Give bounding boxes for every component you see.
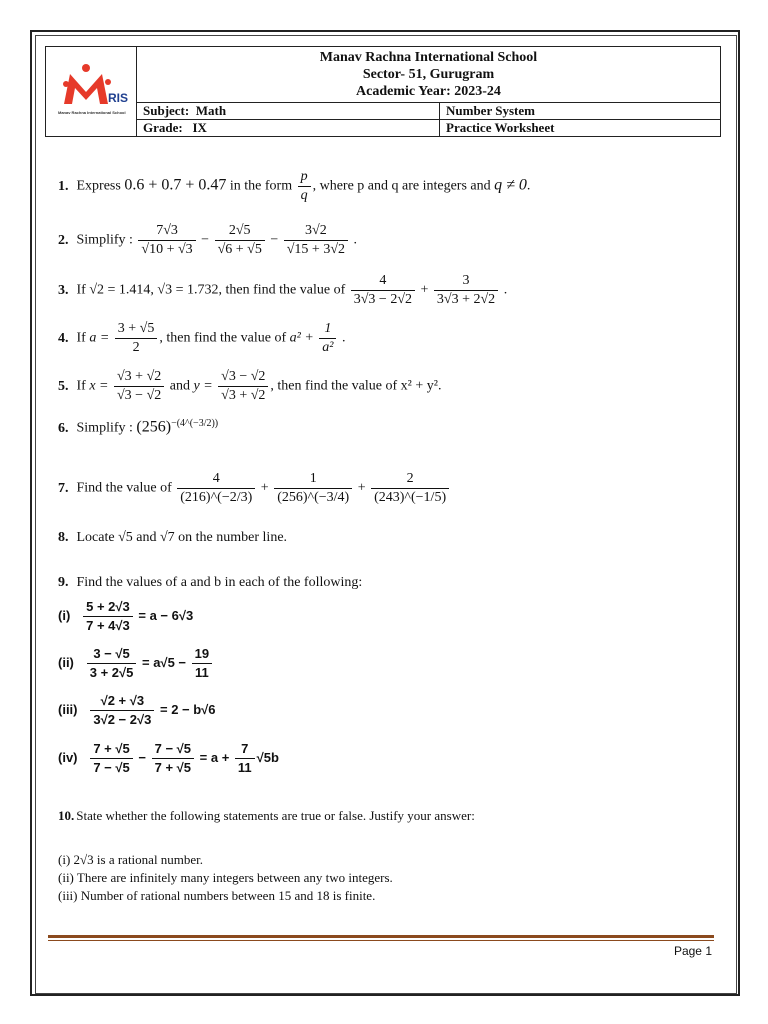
grade-value: IX bbox=[192, 120, 207, 135]
grade-cell: Grade: IX bbox=[137, 120, 440, 137]
header-table bbox=[45, 46, 721, 137]
topic-cell: Number System bbox=[440, 103, 721, 120]
q10-item-ii: (ii) There are infinitely many integers between any two integers. bbox=[58, 870, 393, 885]
question-5: 5. If x = $\frac{√3 + √2}{√3 - √2}$ and y = $\frac{√3 - √2}{√3 + √2}$ , then find the value of x² + y². bbox=[58, 369, 442, 403]
svg-text:Manav Rachna International Sch: Manav Rachna International School bbox=[58, 109, 126, 115]
question-10: 10. State whether the following statements are true or false. Justify your answer: bbox=[58, 808, 475, 823]
school-sector: Sector- 51, Gurugram bbox=[362, 67, 495, 82]
q9-item-iv: (iv) $\frac{7 + √5}{7 - √5}$ − $\frac{7 - √5}{7 + √5}$ = a + $\frac{7}{11}$ √5b bbox=[58, 741, 279, 775]
school-info bbox=[137, 47, 721, 103]
page-number: Page 1 bbox=[673, 944, 712, 958]
svg-text:RIS: RIS bbox=[108, 90, 129, 105]
subject-cell: Subject: Math bbox=[137, 103, 440, 120]
sheet-type-cell: Practice Worksheet bbox=[440, 120, 721, 137]
q9-item-iii: (iii) $\frac{√2 + √3}{3√2 - 2√3}$ = 2 − b√6 bbox=[58, 693, 216, 727]
subject-value: Math bbox=[195, 103, 227, 118]
footer-rule-thick bbox=[48, 935, 714, 938]
question-7: 7. Find the value of $\frac{4}{(216)\^{}(-2/3)}$ + $\frac{1}{(256)\^{}(-3/4)}$ + $\frac{2}{(243)\^{}(-1/5)}$ bbox=[58, 470, 451, 507]
question-6: 6. Simplify : $(256)^{-(4\^{}(-3/2))}$ bbox=[58, 418, 219, 436]
academic-year: Academic Year: 2023-24 bbox=[356, 84, 501, 99]
school-logo bbox=[46, 47, 137, 137]
mris-logo-icon bbox=[56, 62, 129, 118]
q9-item-ii: (ii) $\frac{3 - √5}{3 + 2√5}$ = a√5 − $\frac{19}{11}$ bbox=[58, 645, 214, 682]
q9-item-i: (i) $\frac{5 + 2√3}{7 + 4√3}$ = a − 6√3 bbox=[58, 599, 194, 633]
q10-item-iii: (iii) Number of rational numbers between 15 and 18 is finite. bbox=[58, 888, 376, 903]
q10-item-i: (i) 2√3 is a rational number. bbox=[58, 852, 204, 867]
question-1: 1. Express 0.6 + 0.7 + 0.47 in the form $\frac{p}{q}$ , where p and q are integers and q ≠ 0. bbox=[58, 169, 531, 203]
question-9: 9. Find the values of a and b in each of the following: bbox=[58, 575, 363, 590]
question-3: 3. If √2 = 1.414, √3 = 1.732, then find the value of $\frac{4}{3√3 - 2√2}$ + $\frac{3}{3√3 + 2√2}$ . bbox=[58, 273, 508, 307]
question-4: 4. If a = $\frac{3 + √5}{2}$ , then find the value of a² + $\frac{1}{\text{a²}}$ . bbox=[58, 321, 346, 355]
footer-rule-thin bbox=[48, 940, 714, 941]
question-8: 8. Locate √5 and √7 on the number line. bbox=[58, 530, 288, 545]
school-name: Manav Rachna International School bbox=[319, 50, 538, 65]
question-2: 2. Simplify : $\frac{7√3}{√10 + √3}$ − $\frac{2√5}{√6 + √5}$ − $\frac{3√2}{√15 + 3√2}$ . bbox=[58, 223, 358, 257]
q1-expression: 0.6 + 0.7 + 0.47 bbox=[124, 176, 227, 194]
